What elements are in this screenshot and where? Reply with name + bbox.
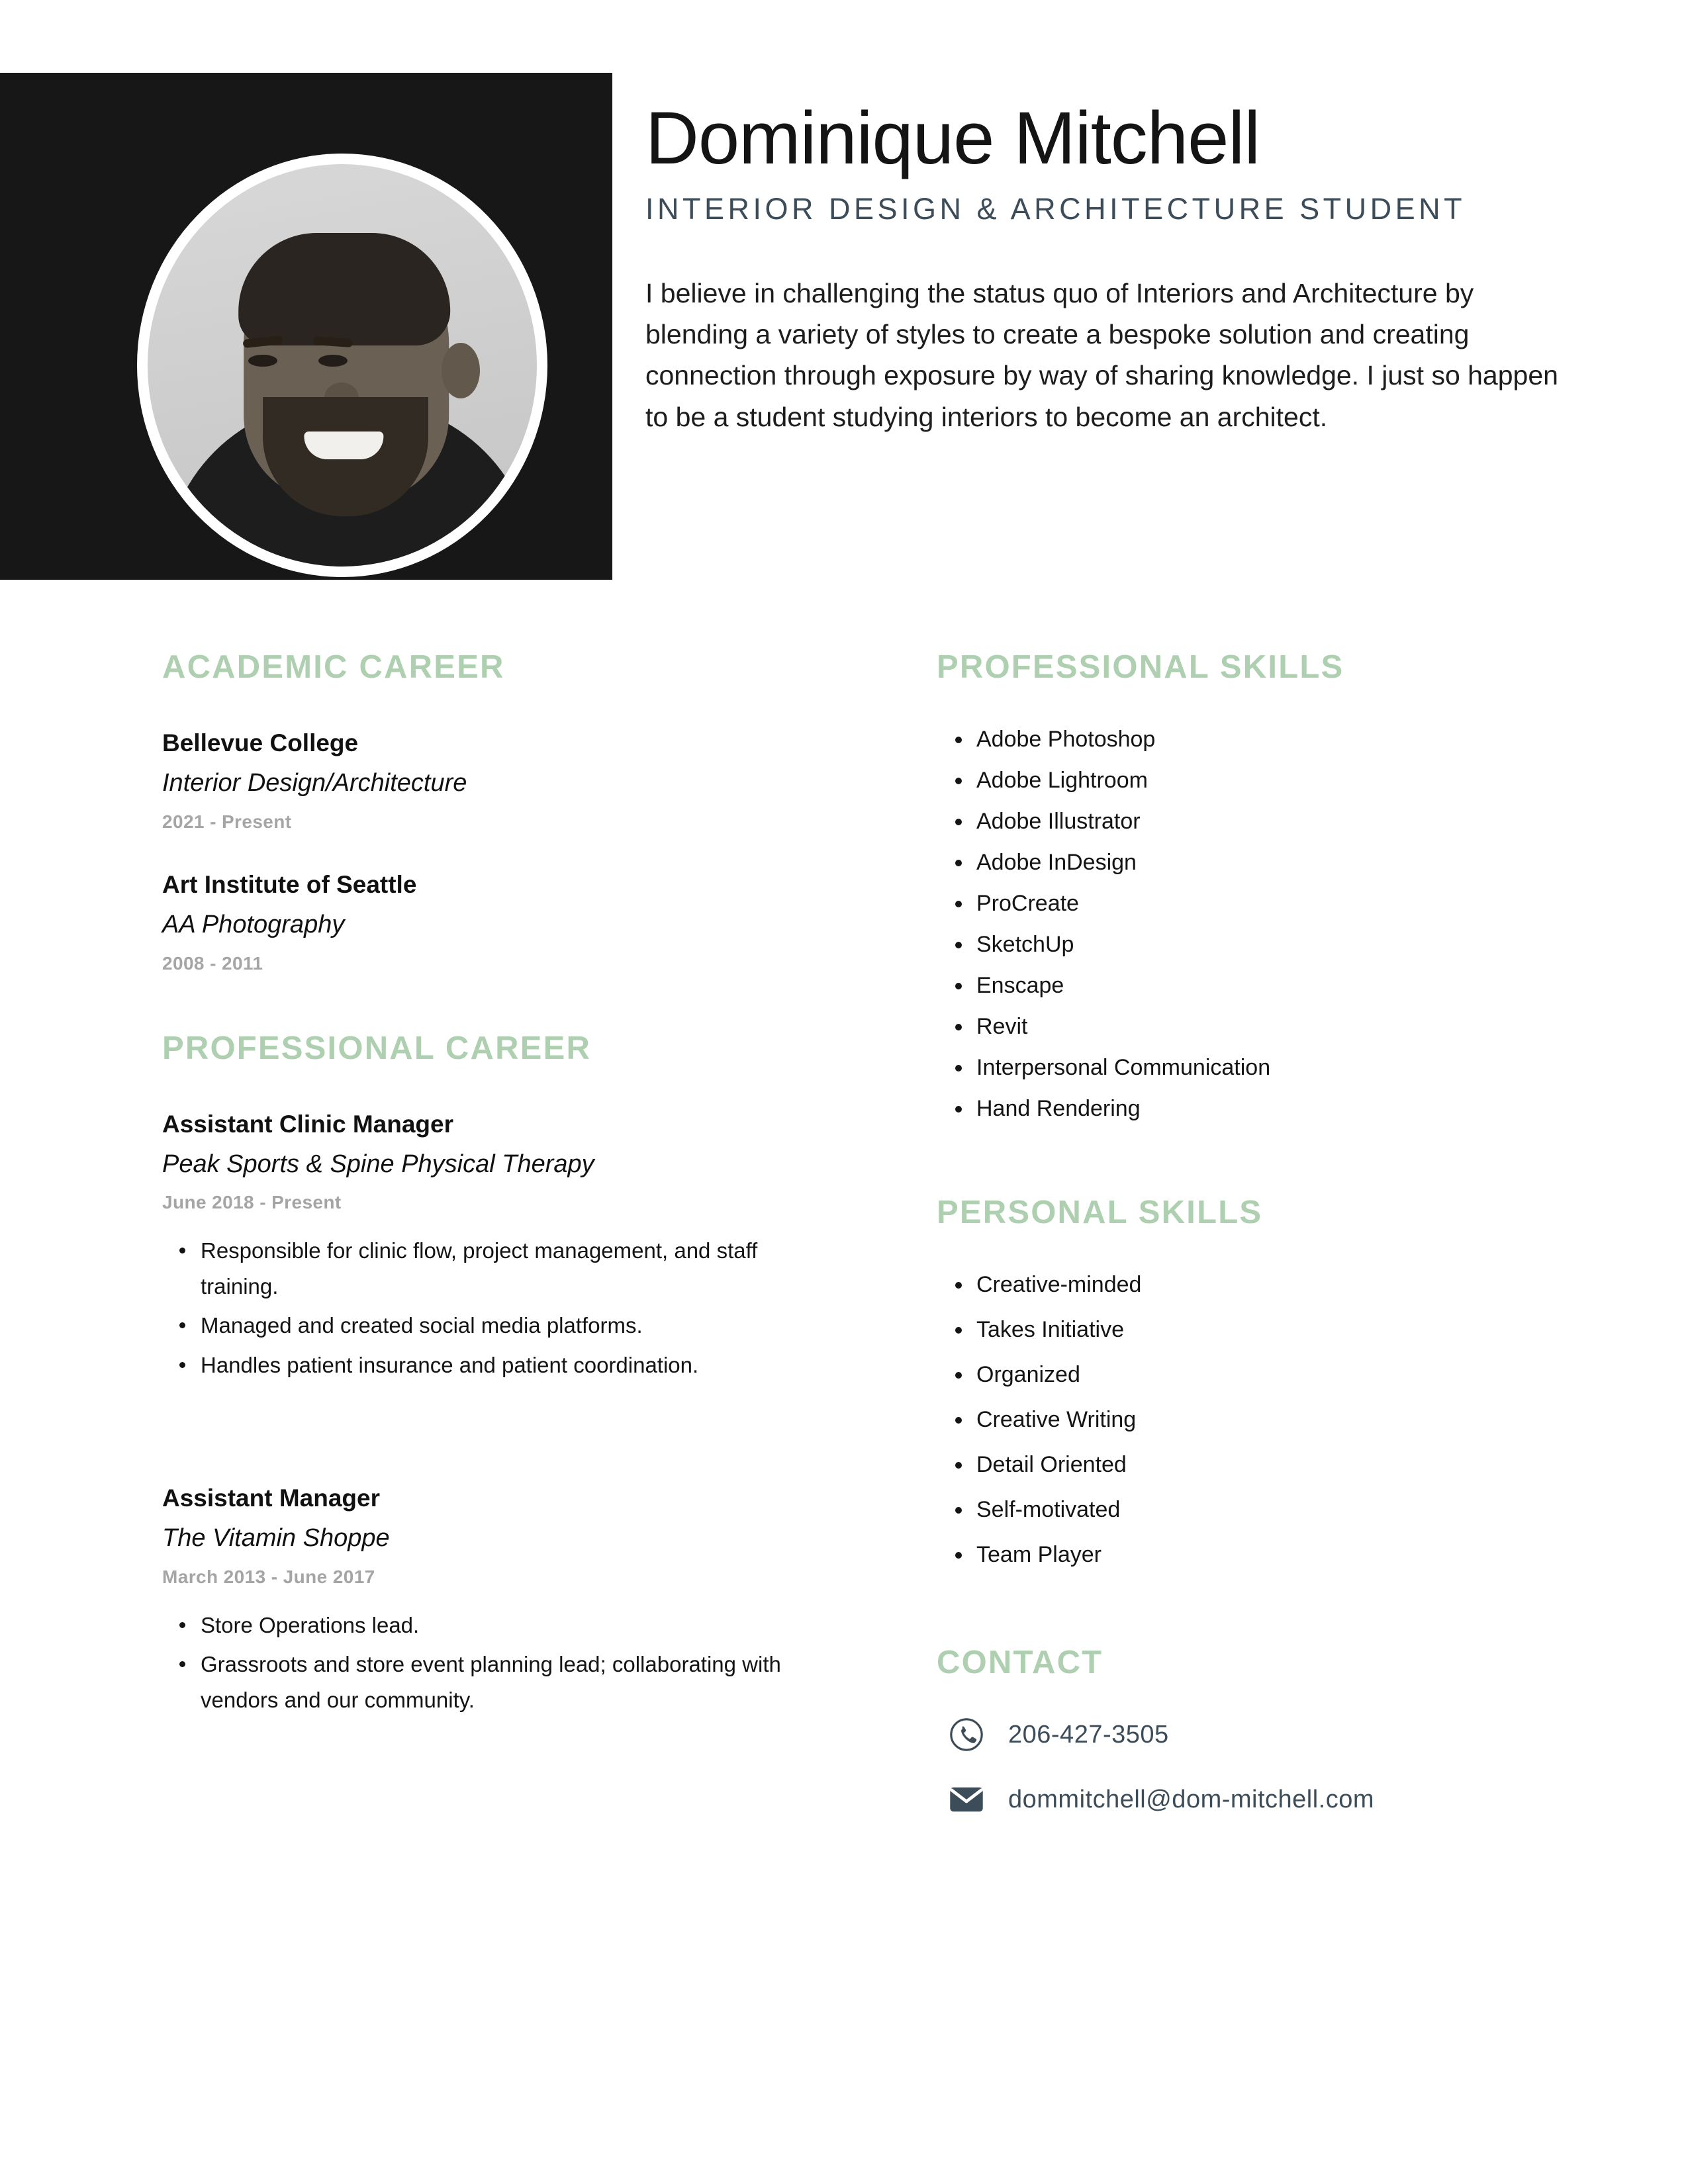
list-item: Grassroots and store event planning lead; collaborating with vendors and our community. bbox=[201, 1647, 798, 1717]
contact-phone-row[interactable] bbox=[937, 1715, 1688, 1754]
list-item: Organized bbox=[976, 1363, 1688, 1408]
header-text-block bbox=[645, 99, 1622, 437]
education-dates: 2021 - Present bbox=[162, 811, 292, 832]
resume-header bbox=[0, 0, 1688, 582]
list-item: Managed and created social media platforms. bbox=[201, 1308, 798, 1343]
section-heading-personal-skills: PERSONAL SKILLS bbox=[937, 1195, 1263, 1230]
job-responsibilities bbox=[162, 1233, 798, 1383]
job-responsibilities bbox=[162, 1608, 798, 1717]
profile-summary: I believe in challenging the status quo of Interiors and Architecture by blending a variety of styles to create a bespoke solution and creating connection through exposure by way of sharing knowledge. I just so happen to be a student studying interiors to become an architect. bbox=[645, 277, 1558, 432]
section-heading-professional-skills: PROFESSIONAL SKILLS bbox=[937, 649, 1344, 685]
job-role: Assistant Clinic Manager bbox=[162, 1110, 454, 1138]
education-institution: Art Institute of Seattle bbox=[162, 870, 417, 898]
list-item: Adobe Lightroom bbox=[976, 769, 1688, 810]
list-item: Adobe Photoshop bbox=[976, 728, 1688, 769]
job-employer: Peak Sports & Spine Physical Therapy bbox=[162, 1150, 594, 1178]
list-item: Takes Initiative bbox=[976, 1318, 1688, 1363]
education-program: AA Photography bbox=[162, 911, 345, 938]
envelope-icon bbox=[947, 1780, 986, 1819]
left-column bbox=[0, 649, 798, 1845]
job-role: Assistant Manager bbox=[162, 1484, 380, 1512]
list-item: Team Player bbox=[976, 1543, 1688, 1588]
list-item: Creative-minded bbox=[976, 1273, 1688, 1318]
portrait-smile bbox=[304, 432, 383, 459]
list-item: Self-motivated bbox=[976, 1498, 1688, 1543]
job-dates: June 2018 - Present bbox=[162, 1192, 342, 1213]
education-institution: Bellevue College bbox=[162, 729, 359, 756]
list-item: Adobe Illustrator bbox=[976, 810, 1688, 851]
list-item: Interpersonal Communication bbox=[976, 1056, 1688, 1097]
section-heading-contact: CONTACT bbox=[937, 1645, 1103, 1680]
education-dates: 2008 - 2011 bbox=[162, 952, 263, 974]
list-item: Handles patient insurance and patient coordination. bbox=[201, 1347, 798, 1383]
list-item: Detail Oriented bbox=[976, 1453, 1688, 1498]
right-column bbox=[798, 649, 1688, 1845]
list-item: SketchUp bbox=[976, 933, 1688, 974]
professional-skills-list bbox=[937, 728, 1688, 1138]
portrait-eye-right bbox=[318, 355, 348, 367]
list-item: Responsible for clinic flow, project management, and staff training. bbox=[201, 1233, 798, 1304]
list-item: Hand Rendering bbox=[976, 1097, 1688, 1138]
section-heading-professional-career: PROFESSIONAL CAREER bbox=[162, 1030, 592, 1066]
job-dates: March 2013 - June 2017 bbox=[162, 1566, 375, 1587]
list-item: Enscape bbox=[976, 974, 1688, 1015]
list-item: Store Operations lead. bbox=[201, 1608, 798, 1643]
portrait-ear bbox=[442, 343, 480, 398]
portrait-photo bbox=[148, 164, 537, 567]
job-title: INTERIOR DESIGN & ARCHITECTURE STUDENT bbox=[645, 191, 1466, 226]
portrait-eye-left bbox=[248, 355, 277, 367]
list-item: Revit bbox=[976, 1015, 1688, 1056]
photo-panel bbox=[0, 73, 612, 580]
portrait-hair bbox=[238, 233, 450, 345]
spacer bbox=[162, 1420, 798, 1483]
email-address: dommitchell@dom-mitchell.com bbox=[1008, 1785, 1375, 1813]
list-item: Adobe InDesign bbox=[976, 851, 1688, 892]
phone-icon bbox=[947, 1715, 986, 1754]
personal-skills-list bbox=[937, 1273, 1688, 1588]
job-entry bbox=[162, 1109, 798, 1383]
page-title: Dominique Mitchell bbox=[645, 97, 1260, 179]
avatar bbox=[137, 154, 547, 577]
list-item: ProCreate bbox=[976, 892, 1688, 933]
job-employer: The Vitamin Shoppe bbox=[162, 1524, 390, 1553]
list-item: Creative Writing bbox=[976, 1408, 1688, 1453]
education-entry bbox=[162, 870, 798, 974]
phone-number: 206-427-3505 bbox=[1008, 1720, 1169, 1749]
resume-body bbox=[0, 649, 1688, 1845]
education-entry bbox=[162, 728, 798, 833]
section-heading-academic-career: ACADEMIC CAREER bbox=[162, 649, 505, 685]
education-program: Interior Design/Architecture bbox=[162, 769, 467, 797]
contact-email-row[interactable] bbox=[937, 1780, 1688, 1819]
job-entry bbox=[162, 1483, 798, 1717]
